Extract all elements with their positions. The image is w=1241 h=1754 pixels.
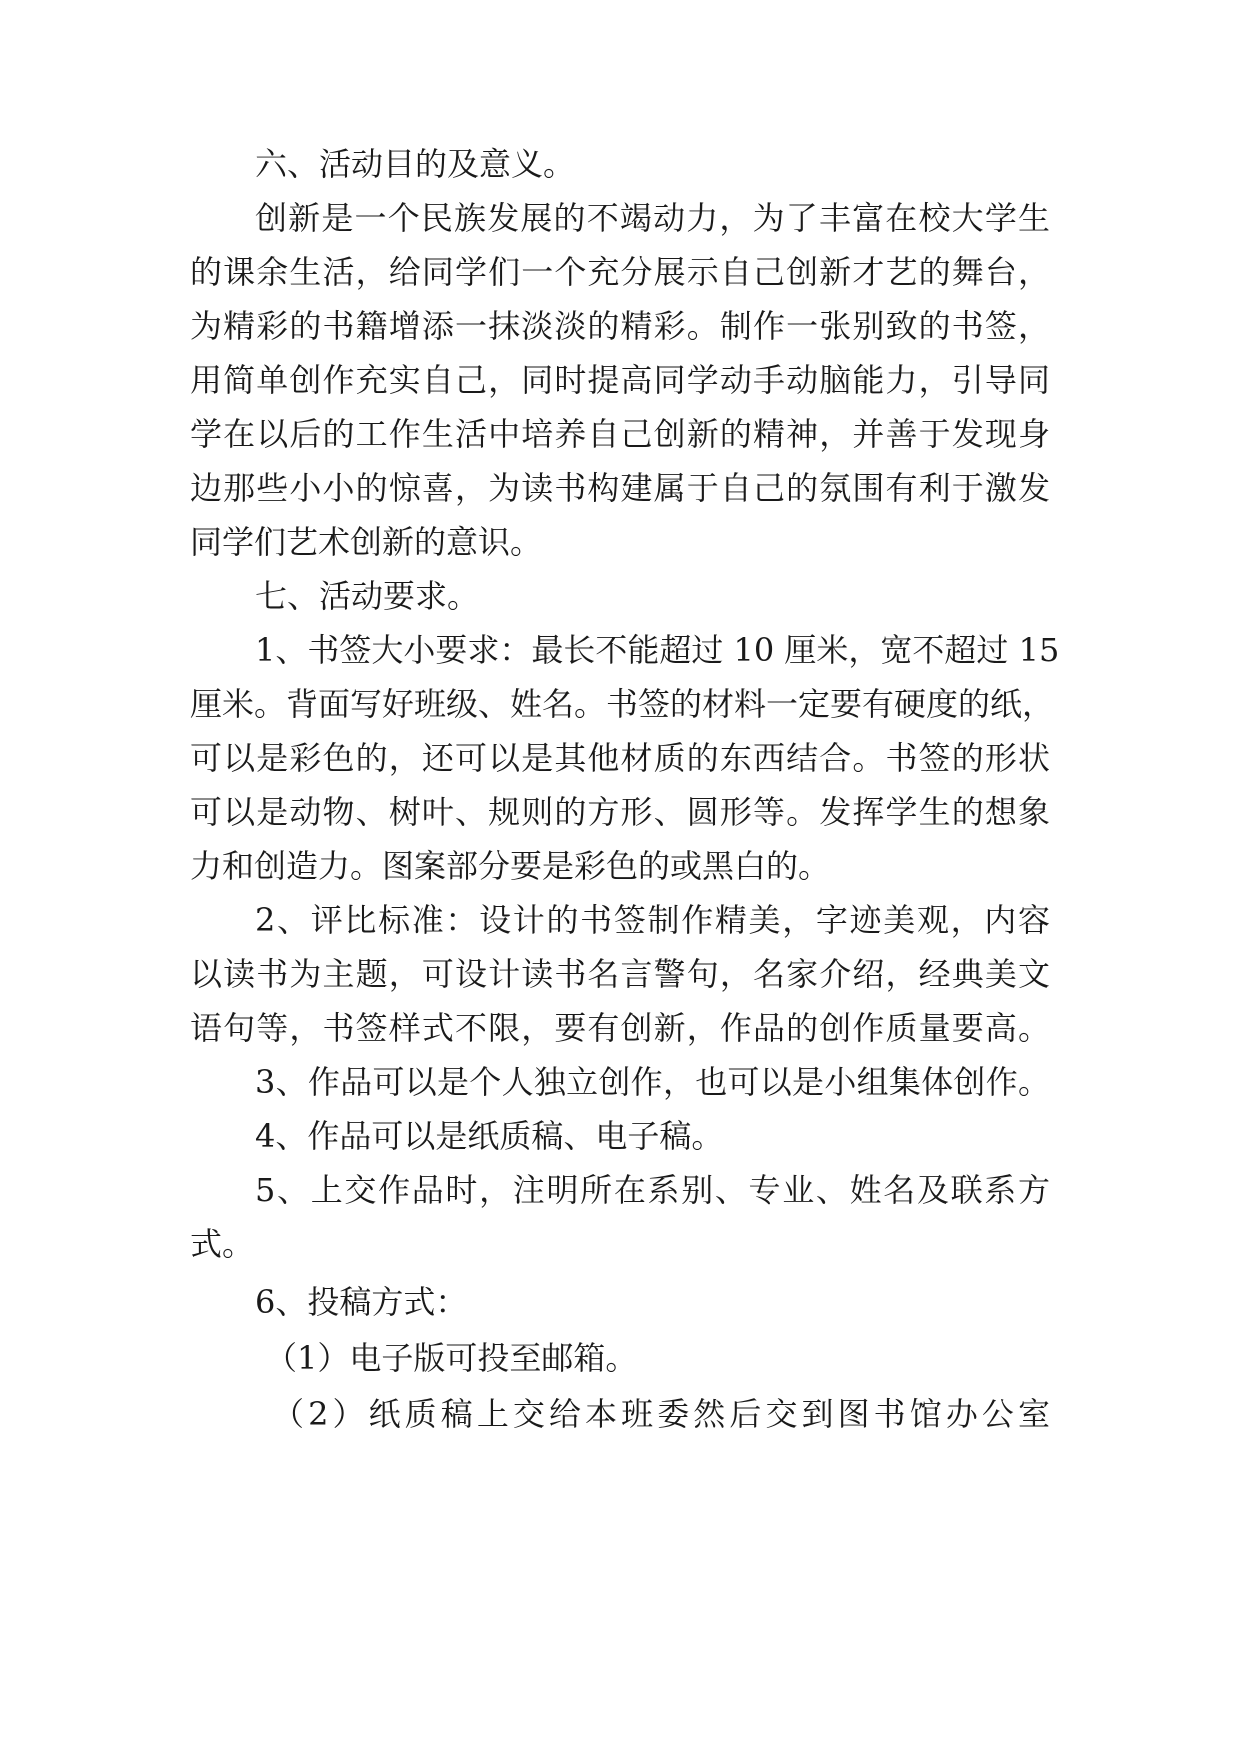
paragraph-text: 可以是彩色的，还可以是其他材质的东西结合。书签的形状 — [190, 739, 1050, 777]
paragraph-text: 4、作品可以是纸质稿、电子稿。 — [255, 1117, 724, 1155]
paragraph-line — [0, 1162, 1241, 1218]
paragraph-line — [0, 298, 1241, 354]
paragraph-line — [0, 1054, 1241, 1110]
paragraph-line — [0, 460, 1241, 516]
paragraph-line — [0, 1216, 1241, 1272]
paragraph-text: （1）电子版可投至邮箱。 — [265, 1339, 638, 1377]
paragraph-text: 边那些小小的惊喜，为读书构建属于自己的氛围有利于激发 — [190, 469, 1050, 507]
paragraph-line — [0, 1108, 1241, 1164]
paragraph-text: 6、投稿方式： — [255, 1283, 468, 1321]
paragraph-line — [0, 838, 1241, 894]
paragraph-text: 用简单创作充实自己，同时提高同学动手动脑能力，引导同 — [190, 361, 1050, 399]
paragraph-text: 2、评比标准：设计的书签制作精美，字迹美观，内容 — [255, 901, 1050, 939]
paragraph-line — [0, 244, 1241, 300]
paragraph-text: 创新是一个民族发展的不竭动力，为了丰富在校大学生 — [255, 199, 1050, 237]
section-heading-7: 七、活动要求。 — [255, 577, 480, 615]
paragraph-text: 1、书签大小要求：最长不能超过 10 厘米，宽不超过 15 — [255, 631, 1060, 669]
paragraph-text: 的课余生活，给同学们一个充分展示自己创新才艺的舞台， — [190, 253, 1050, 291]
paragraph-line — [0, 406, 1241, 462]
paragraph-text: 厘米。背面写好班级、姓名。书签的材料一定要有硬度的纸， — [190, 685, 1055, 723]
paragraph-line — [0, 190, 1241, 246]
paragraph-text: 以读书为主题，可设计读书名言警句，名家介绍，经典美文 — [190, 955, 1050, 993]
paragraph-text: 学在以后的工作生活中培养自己创新的精神，并善于发现身 — [190, 415, 1050, 453]
paragraph-text: 可以是动物、树叶、规则的方形、圆形等。发挥学生的想象 — [190, 793, 1050, 831]
paragraph-line — [0, 514, 1241, 570]
paragraph-line — [0, 1000, 1241, 1056]
paragraph-text: 语句等，书签样式不限，要有创新，作品的创作质量要高。 — [190, 1009, 1050, 1047]
paragraph-text: （2）纸质稿上交给本班委然后交到图书馆办公室 — [272, 1395, 1050, 1433]
paragraph-line — [0, 946, 1241, 1002]
paragraph-line — [0, 352, 1241, 408]
paragraph-line — [0, 892, 1241, 948]
paragraph-line — [0, 1386, 1241, 1442]
paragraph-text: 式。 — [190, 1225, 255, 1263]
paragraph-line — [0, 1274, 1241, 1330]
paragraph-line — [0, 1330, 1241, 1386]
paragraph-text: 力和创造力。图案部分要是彩色的或黑白的。 — [190, 847, 831, 885]
paragraph-line — [0, 568, 1241, 624]
paragraph-text: 同学们艺术创新的意识。 — [190, 523, 543, 561]
paragraph-line — [0, 784, 1241, 840]
paragraph-line — [0, 136, 1241, 192]
paragraph-text: 为精彩的书籍增添一抹淡淡的精彩。制作一张别致的书签， — [190, 307, 1050, 345]
paragraph-line — [0, 622, 1241, 678]
paragraph-line — [0, 730, 1241, 786]
section-heading-6: 六、活动目的及意义。 — [255, 145, 576, 183]
paragraph-line — [0, 676, 1241, 732]
paragraph-text: 3、作品可以是个人独立创作，也可以是小组集体创作。 — [255, 1063, 1050, 1101]
paragraph-text: 5、上交作品时，注明所在系别、专业、姓名及联系方 — [255, 1171, 1050, 1209]
